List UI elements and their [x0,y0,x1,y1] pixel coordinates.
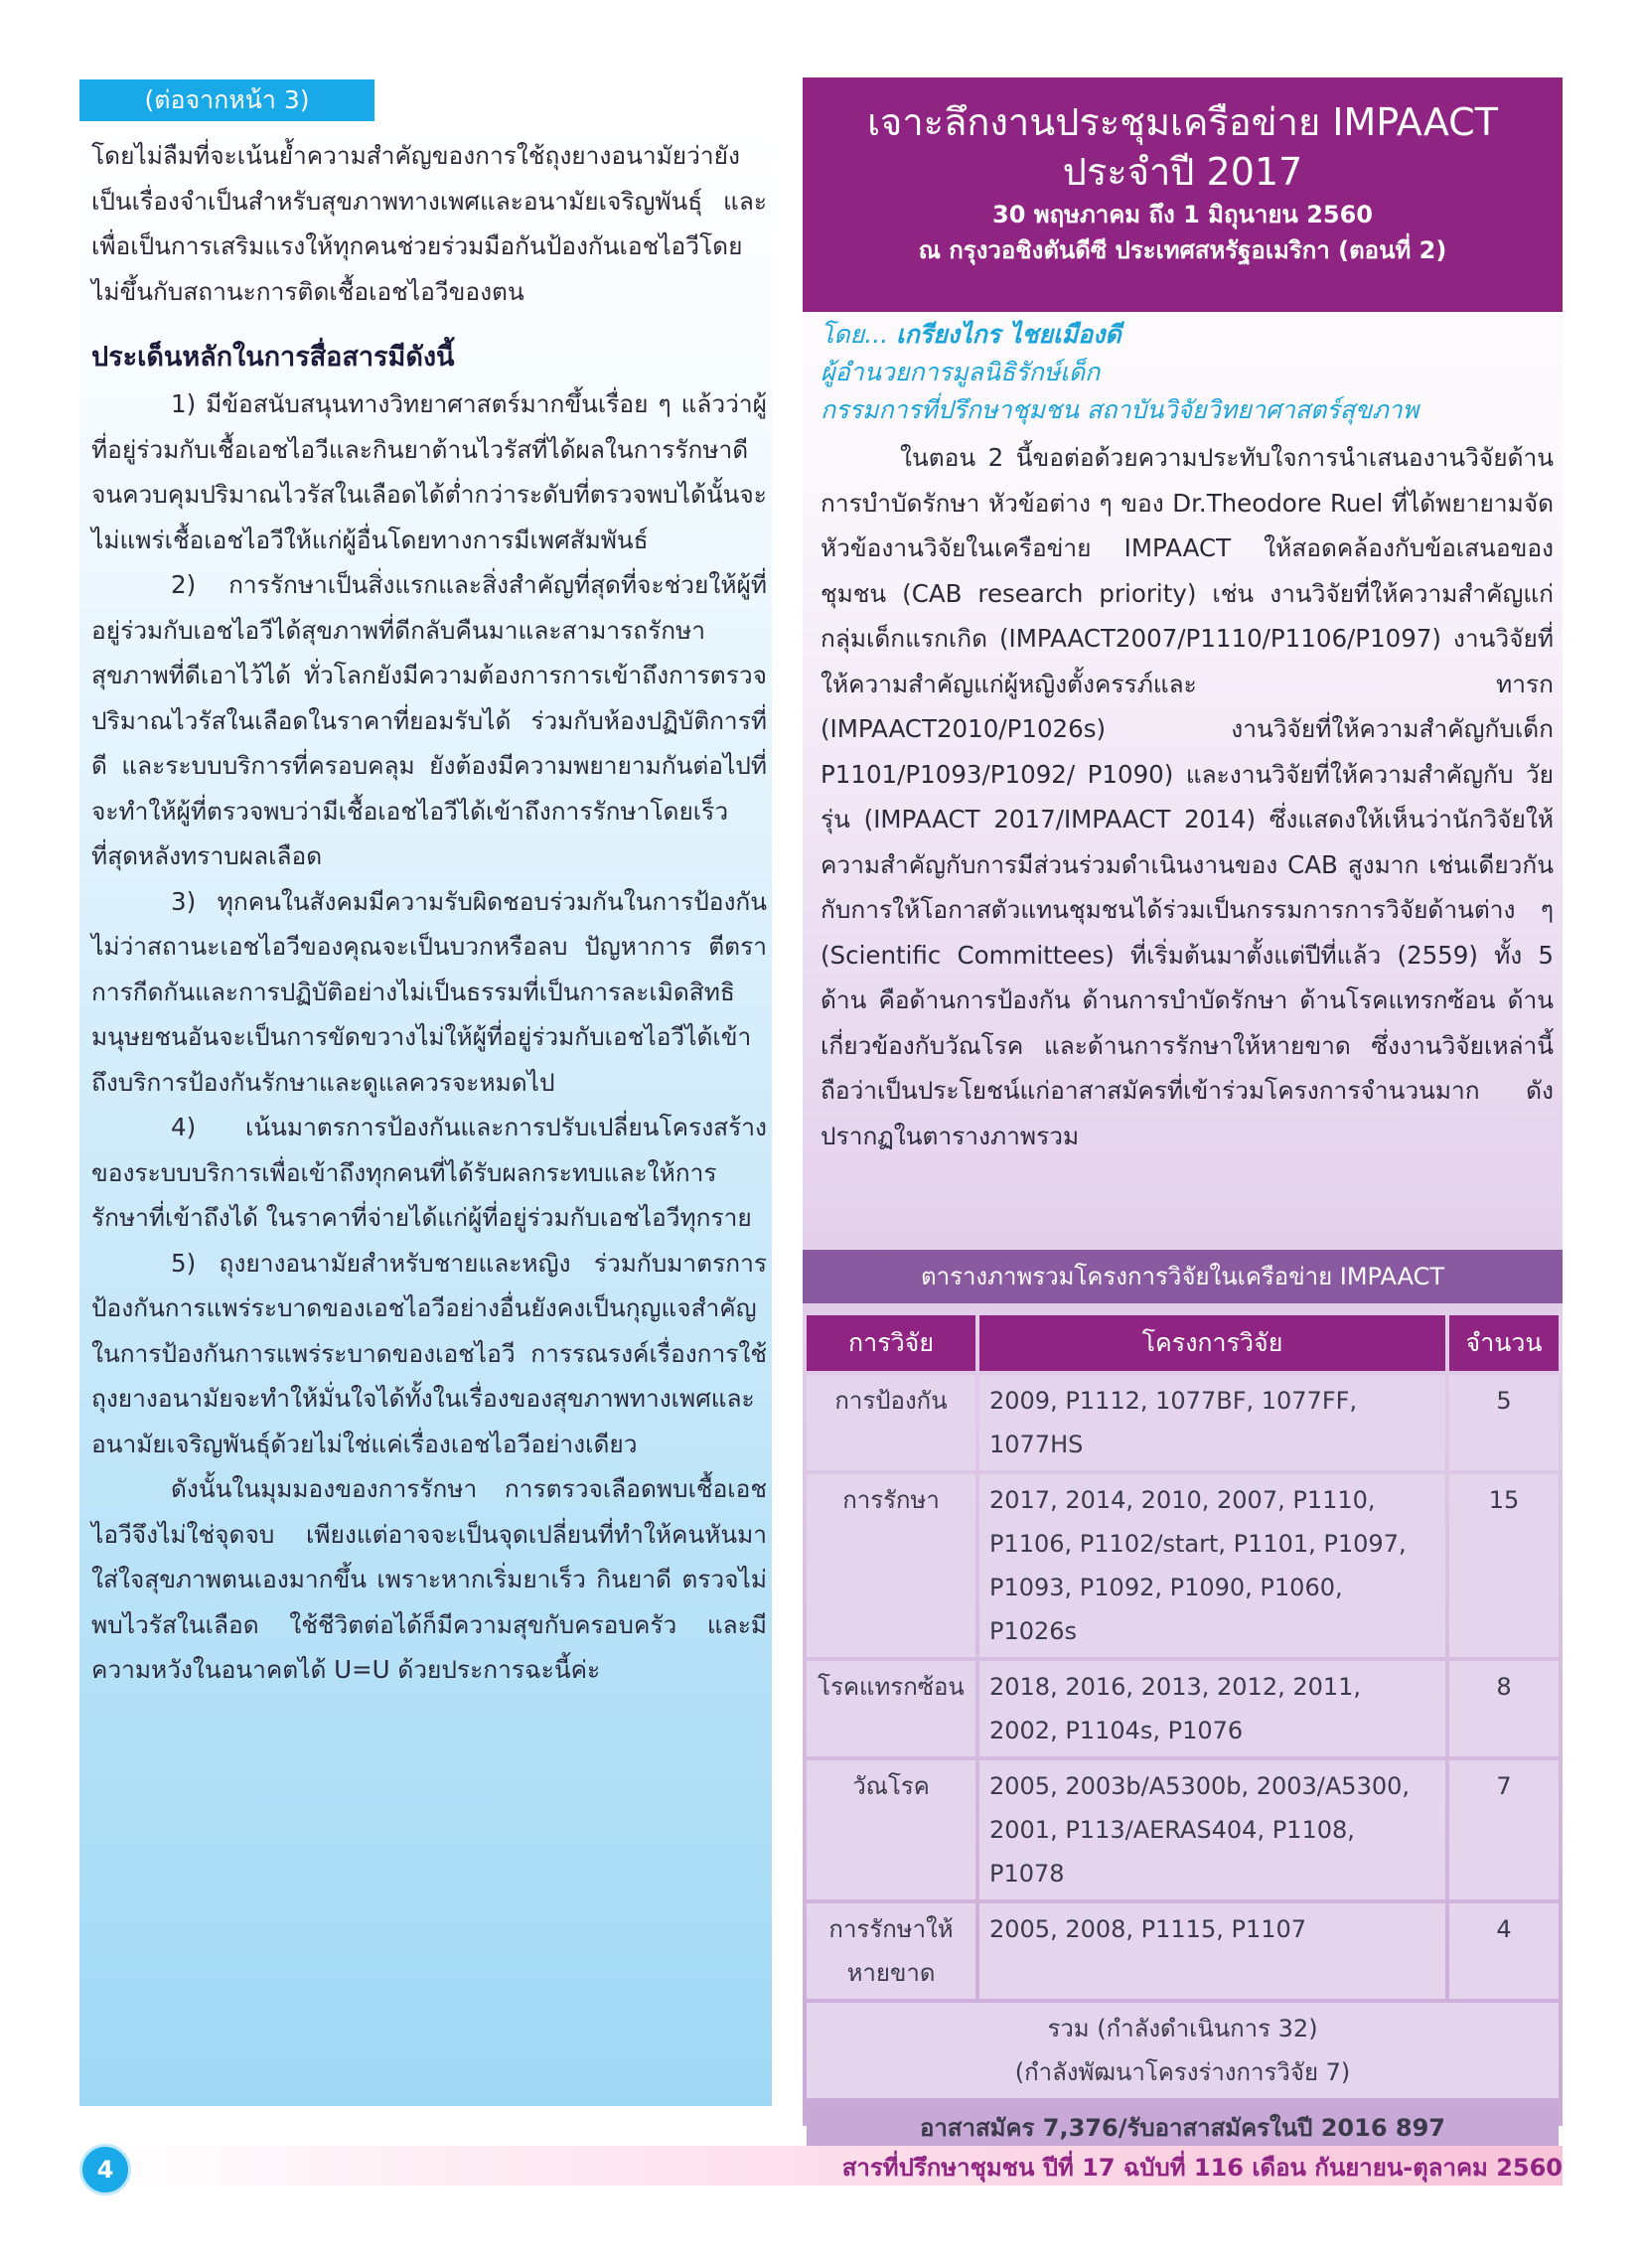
article-location: ณ กรุงวอชิงตันดีซี ประเทศสหรัฐอเมริกา (ตอนที่ 2) [918,236,1447,264]
point-4: 4) เน้นมาตรการป้องกันและการปรับเปลี่ยนโครงสร้างของระบบบริการเพื่อเข้าถึงทุกคนที่ได้รับผลกระทบและให้การรักษาที่เข้าถึงได้ ในราคาที่จ่ายได้แก่ผู้ที่อยู่ร่วมกับเอชไอวีทุกราย [91,1113,767,1232]
right-body-paragraph: ในตอน 2 นี้ขอต่อด้วยความประทับใจการนำเสนองานวิจัยด้านการบำบัดรักษา หัวข้อต่าง ๆ ของ Dr.Theodore Ruel ที่ได้พยายามจัดหัวข้องานวิจัยในเครือข่าย IMPAACT ให้สอดคล้องกับข้อเสนอของชุมชน (CAB research priority) เช่น งานวิจัยที่ให้ความสำคัญแก่กลุ่มเด็กแรกเกิด (IMPAACT2007/P1110/P1106/P1097) งานวิจัยที่ให้ความสำคัญแก่ผู้หญิงตั้งครรภ์และ ทารก (IMPAACT2010/P1026s) งานวิจัยที่ให้ความสำคัญกับเด็ก P1101/P1093/P1092/ P1090) และงานวิจัยที่ให้ความสำคัญกับ วัยรุ่น (IMPAACT 2017/IMPAACT 2014) ซึ่งแสดงให้เห็นว่านักวิจัยให้ความสำคัญกับการมีส่วนร่วมดำเนินงานของ CAB สูงมาก เช่นเดียวกันกับการให้โอกาสตัวแทนชุมชนได้ร่วมเป็นกรรมการการวิจัยด้านต่าง ๆ (Scientific Committees) ที่เริ่มต้นมาตั้งแต่ปีที่แล้ว (2559) ทั้ง 5 ด้าน คือด้านการป้องกัน ด้านการบำบัดรักษา ด้านโรคแทรกซ้อน ด้านเกี่ยวข้องกับวัณโรค และด้านการรักษาให้หายขาด ซึ่งงานวิจัยเหล่านี้ถือว่าเป็นประโยชน์แก่อาสาสมัครที่เข้าร่วมโครงการจำนวนมาก ดังปรากฏในตารางภาพรวม [821,443,1554,1150]
research-table [803,1311,1563,2158]
byline-prefix: โดย... [821,320,889,349]
conclusion-paragraph: ดังนั้นในมุมมองของการรักษา การตรวจเลือดพบเชื้อเอชไอวีจึงไม่ใช่จุดจบ เพียงแต่อาจจะเป็นจุดเปลี่ยนที่ทำให้คนหันมาใส่ใจสุขภาพตนเองมากขึ้น เพราะหากเริ่มยาเร็ว กินยาดี ตรวจไม่พบไวรัสในเลือด ใช้ชีวิตต่อได้ก็มีความสุขกับครอบครัว และมีความหวังในอนาคตได้ U=U ด้วยประการฉะนี้ค่ะ [91,1474,767,1684]
page-number-badge: 4 [79,2144,131,2195]
point-2: 2) การรักษาเป็นสิ่งแรกและสิ่งสำคัญที่สุดที่จะช่วยให้ผู้ที่อยู่ร่วมกับเอชไอวีได้สุขภาพที่ดีกลับคืนมาและสามารถรักษาสุขภาพที่ดีเอาไว้ได้ ทั่วโลกยังมีความต้องการการเข้าถึงการตรวจปริมาณไวรัสในเลือดในราคาที่ยอมรับได้ ร่วมกับห้องปฏิบัติการที่ดี และระบบบริการที่ครอบคลุม ยังต้องมีความพยายามกันต่อไปที่จะทำให้ผู้ที่ตรวจพบว่ามีเชื้อเอชไอวีได้เข้าถึงการรักษาโดยเร็วที่สุดหลังทราบผลเลือด [91,570,767,870]
header-count: จำนวน [1449,1315,1559,1371]
author-role-2: กรรมการที่ปรึกษาชุมชน สถาบันวิจัยวิทยาศาสตร์สุขภาพ [821,395,1419,424]
row-category: โรคแทรกซ้อน [807,1661,975,1756]
row-category: การรักษา [807,1474,975,1657]
row-count: 8 [1449,1661,1559,1756]
row-projects: 2009, P1112, 1077BF, 1077FF, 1077HS [979,1375,1445,1470]
row-count: 7 [1449,1760,1559,1899]
left-article-body [91,133,767,1693]
point-1: 1) มีข้อสนับสนุนทางวิทยาศาสตร์มากขึ้นเรื่อย ๆ แล้วว่าผู้ที่อยู่ร่วมกับเชื้อเอชไอวีและกินยาต้านไวรัสที่ได้ผลในการรักษาดีจนควบคุมปริมาณไวรัสในเลือดได้ต่ำกว่าระดับที่ตรวจพบได้นั้นจะไม่แพร่เชื้อเอชไอวีให้แก่ผู้อื่นโดยทางการมีเพศสัมพันธ์ [91,389,767,554]
table-row [807,1760,1559,1899]
total-line-2: (กำลังพัฒนาโครงร่างการวิจัย 7) [1014,2058,1351,2086]
grand-total-cell: อาสาสมัคร 7,376/รับอาสาสมัครในปี 2016 897 [807,2102,1559,2154]
row-projects: 2017, 2014, 2010, 2007, P1110, P1106, P1102/start, P1101, P1097, P1093, P1092, P1090, P1060, P1026s [979,1474,1445,1657]
author-line [821,316,1556,354]
point-5: 5) ถุงยางอนามัยสำหรับชายและหญิง ร่วมกับมาตรการป้องกันการแพร่ระบาดของเอชไอวีอย่างอื่นยังคงเป็นกุญแจสำคัญในการป้องกันการแพร่ระบาดของเอชไอวี การรณรงค์เรื่องการใช้ถุงยางอนามัยจะทำให้มั่นใจได้ทั้งในเรื่องของสุขภาพทางเพศและอนามัยเจริญพันธุ์ด้วยไม่ใช่แค่เรื่องเอชไอวีอย่างเดียว [91,1248,767,1458]
row-category: การรักษาให้หายขาด [807,1903,975,1999]
total-cell [807,2003,1559,2098]
row-category: วัณโรค [807,1760,975,1899]
right-article-body [821,435,1554,1158]
footer-publication-info: สารที่ปรึกษาชุมชน ปีที่ 17 ฉบับที่ 116 เดือน กันยายน-ตุลาคม 2560 [841,2154,1563,2182]
continued-from-tag: (ต่อจากหน้า 3) [79,79,374,121]
table-header-row [807,1315,1559,1371]
table-row [807,1474,1559,1657]
header-category: การวิจัย [807,1315,975,1371]
row-count: 15 [1449,1474,1559,1657]
total-line-1: รวม (กำลังดำเนินการ 32) [1047,2015,1318,2042]
row-count: 4 [1449,1903,1559,1999]
intro-paragraph: โดยไม่ลืมที่จะเน้นย้ำความสำคัญของการใช้ถุงยางอนามัยว่ายังเป็นเรื่องจำเป็นสำหรับสุขภาพทางเพศและอนามัยเจริญพันธุ์ และเพื่อเป็นการเสริมแรงให้ทุกคนช่วยร่วมมือกันป้องกันเอชไอวีโดยไม่ขึ้นกับสถานะการติดเชื้อเอชไอวีของตน [91,141,767,306]
byline [821,316,1556,429]
header-projects: โครงการวิจัย [979,1315,1445,1371]
author-role-1: ผู้อำนวยการมูลนิธิรักษ์เด็ก [821,358,1101,386]
row-projects: 2018, 2016, 2013, 2012, 2011, 2002, P1104s, P1076 [979,1661,1445,1756]
row-projects: 2005, 2008, P1115, P1107 [979,1903,1445,1999]
row-count: 5 [1449,1375,1559,1470]
table-row [807,1661,1559,1756]
article-title-line2: ประจำปี 2017 [1062,150,1303,194]
row-projects: 2005, 2003b/A5300b, 2003/A5300, 2001, P113/AERAS404, P1108, P1078 [979,1760,1445,1899]
table-total-row [807,2003,1559,2098]
table-row [807,1375,1559,1470]
article-header [803,77,1563,312]
table-title: ตารางภาพรวมโครงการวิจัยในเครือข่าย IMPAACT [803,1250,1563,1303]
article-title-line1: เจาะลึกงานประชุมเครือข่าย IMPAACT [867,100,1498,144]
point-3: 3) ทุกคนในสังคมมีความรับผิดชอบร่วมกันในการป้องกัน ไม่ว่าสถานะเอชไอวีของคุณจะเป็นบวกหรือลบ ปัญหาการ ตีตรา การกีดกันและการปฏิบัติอย่างไม่เป็นธรรมที่เป็นการละเมิดสิทธิมนุษยชนอันจะเป็นการขัดขวางไม่ให้ผู้ที่อยู่ร่วมกับเอชไอวีได้เข้าถึงบริการป้องกันรักษาและดูแลควรจะหมดไป [91,886,767,1097]
author-name: เกรียงไกร ไชยเมืองดี [896,320,1121,349]
key-points-heading: ประเด็นหลักในการสื่อสารมีดังนี้ [91,342,455,373]
row-category: การป้องกัน [807,1375,975,1470]
table-row [807,1903,1559,1999]
article-date: 30 พฤษภาคม ถึง 1 มิถุนายน 2560 [992,201,1373,228]
